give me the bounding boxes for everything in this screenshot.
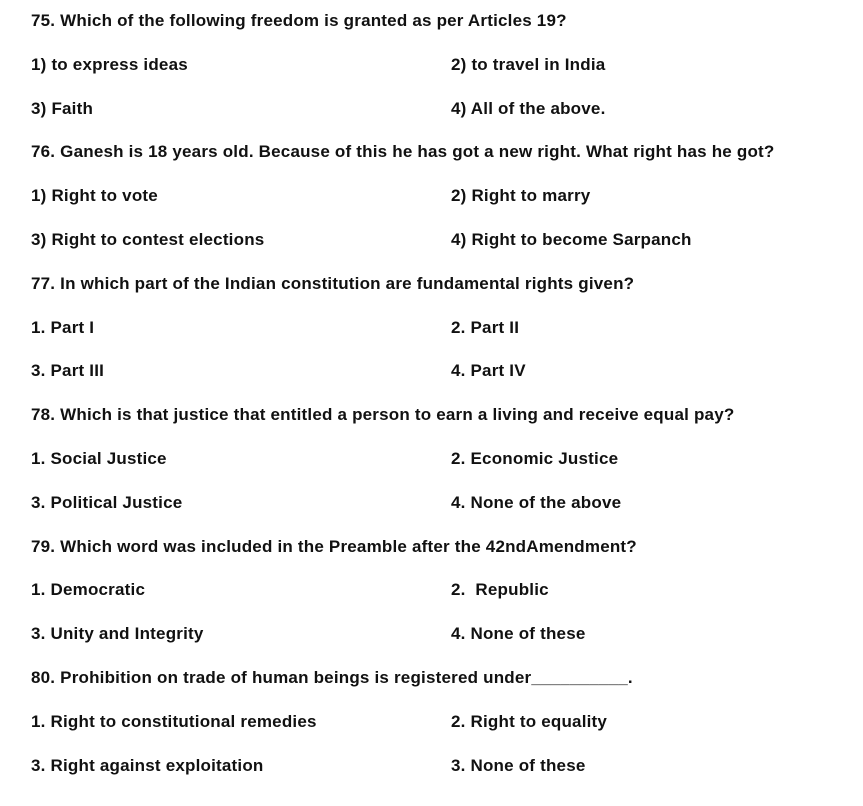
option-3: 3) Faith [31, 98, 94, 118]
question-text: 77. In which part of the Indian constitution are fundamental rights given? [31, 273, 635, 293]
question-text: 79. Which word was included in the Preamble after the 42ndAmendment? [31, 536, 637, 556]
option-4: 4. Part IV [451, 361, 526, 381]
options-row [31, 753, 851, 797]
option-1: 1) to express ideas [31, 54, 188, 74]
options-row [31, 183, 851, 227]
options-row [31, 446, 851, 490]
option-4: 4. None of the above [451, 492, 622, 512]
option-3: 3) Right to contest elections [31, 229, 265, 249]
question-80 [31, 665, 851, 709]
options-row [31, 621, 851, 665]
option-2: 2. Republic [451, 580, 549, 600]
option-1: 1. Right to constitutional remedies [31, 711, 317, 731]
option-4: 4) All of the above. [451, 98, 606, 118]
option-3: 3. Right against exploitation [31, 755, 264, 775]
option-2: 2. Part II [451, 317, 520, 337]
options-row [31, 490, 851, 534]
option-1: 1. Social Justice [31, 448, 167, 468]
question-text: 78. Which is that justice that entitled a person to earn a living and receive equal pay? [31, 405, 735, 425]
option-1: 1. Democratic [31, 580, 146, 600]
option-4: 3. None of these [451, 755, 586, 775]
options-row [31, 577, 851, 621]
question-78 [31, 402, 851, 446]
option-4: 4. None of these [451, 624, 586, 644]
question-76 [31, 139, 851, 183]
question-text: 80. Prohibition on trade of human beings is registered under__________. [31, 667, 633, 687]
question-77 [31, 271, 851, 315]
option-1: 1) Right to vote [31, 186, 158, 206]
question-text: 75. Which of the following freedom is granted as per Articles 19? [31, 11, 567, 30]
question-sheet [31, 8, 851, 796]
option-3: 3. Unity and Integrity [31, 624, 204, 644]
option-2: 2. Right to equality [451, 711, 608, 731]
option-3: 3. Part III [31, 361, 105, 381]
options-row [31, 52, 851, 96]
question-79 [31, 534, 851, 578]
option-2: 2) Right to marry [451, 186, 591, 206]
options-row [31, 315, 851, 359]
question-75 [31, 8, 851, 52]
options-row [31, 96, 851, 140]
options-row [31, 709, 851, 753]
option-2: 2) to travel in India [451, 54, 606, 74]
options-row [31, 358, 851, 402]
question-text: 76. Ganesh is 18 years old. Because of this he has got a new right. What right has he got? [31, 142, 775, 162]
option-3: 3. Political Justice [31, 492, 183, 512]
option-2: 2. Economic Justice [451, 448, 619, 468]
options-row [31, 227, 851, 271]
option-4: 4) Right to become Sarpanch [451, 229, 692, 249]
option-1: 1. Part I [31, 317, 95, 337]
